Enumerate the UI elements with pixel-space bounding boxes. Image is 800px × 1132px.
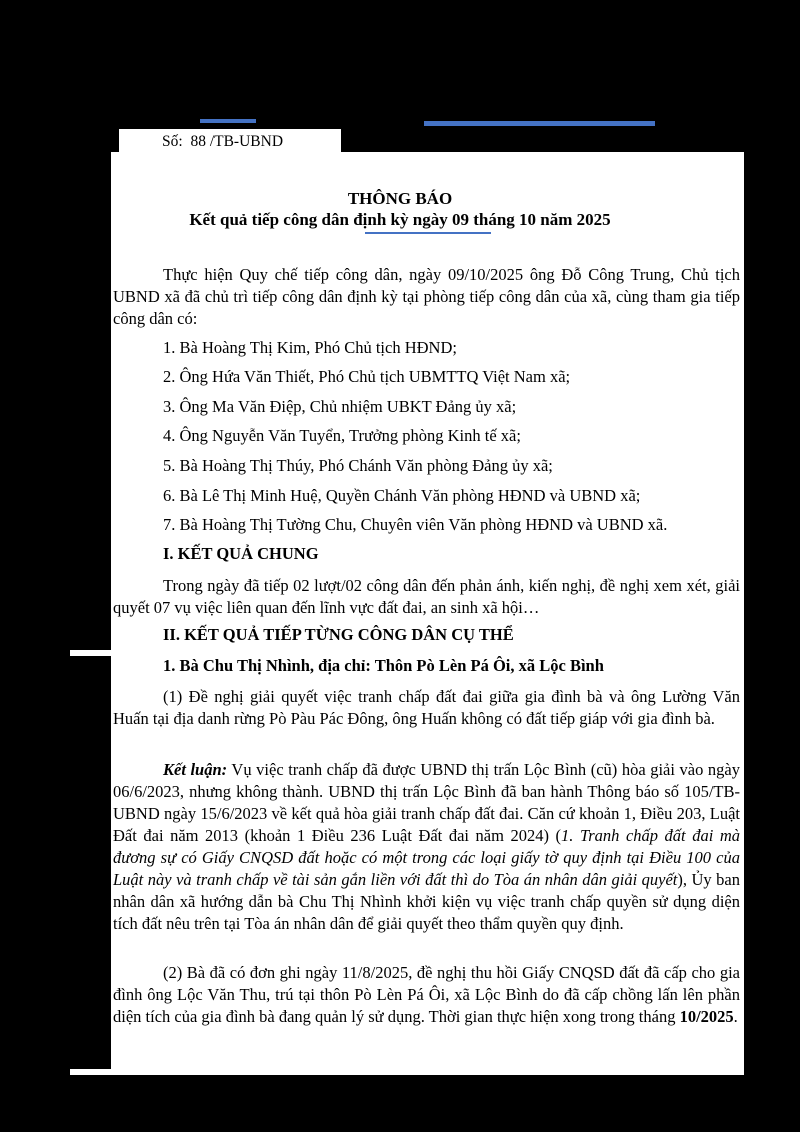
participant-item: 6. Bà Lê Thị Minh Huệ, Quyền Chánh Văn phòng HĐND và UBND xã;: [163, 486, 641, 505]
number-label: Số:: [162, 133, 183, 150]
citizen-1-item-1: [113, 686, 740, 730]
conclusion-part-a: Vụ việc tranh chấp đã được UBND thị trấn Lộc Bình (cũ) hòa giải vào ngày 06/6/2023, nhưng không thành. UBND thị trấn Lộc Bình đã ban hành Thông báo số 105/TB-UBND ngày 15/6/2023 về kết quả hòa giải tranh chấp đất đai. Căn cứ khoản 1, Điều 203, Luật Đất đai năm 2013 (khoản 1 Điều 236 Luật Đất đai năm 2024) (: [113, 760, 740, 845]
document-subtitle: Kết quả tiếp công dân định kỳ ngày 09 tháng 10 năm 2025: [189, 210, 611, 229]
subtitle-underline: [365, 232, 491, 234]
section-1-heading: I. KẾT QUẢ CHUNG: [163, 544, 319, 563]
black-margin-strip: [70, 656, 111, 1069]
item-1-text: (1) Đề nghị giải quyết việc tranh chấp đất đai giữa gia đình bà và ông Lường Văn Huấn tại địa danh rừng Pò Pàu Pác Đông, ông Huấn không có đất tiếp giáp với gia đình bà.: [113, 687, 740, 728]
participant-item: 7. Bà Hoàng Thị Tường Chu, Chuyên viên Văn phòng HĐND và UBND xã.: [163, 515, 668, 534]
participant-item: 5. Bà Hoàng Thị Thúy, Phó Chánh Văn phòng Đảng ủy xã;: [163, 456, 553, 475]
section-2-heading: II. KẾT QUẢ TIẾP TỪNG CÔNG DÂN CỤ THỂ: [163, 625, 514, 644]
conclusion-text: [113, 759, 740, 935]
intro-paragraph: [113, 264, 740, 330]
item-2-part-a: (2) Bà đã có đơn ghi ngày 11/8/2025, đề nghị thu hồi Giấy CNQSD đất đã cấp cho gia đình ông Lộc Văn Thu, trú tại thôn Pò Lèn Pá Ôi, xã Lộc Bình do đã cấp chồng lấn lên phần diện tích của gia đình bà đang quản lý sử dụng. Thời gian thực hiện xong trong tháng: [113, 963, 740, 1026]
citizen-1-heading: 1. Bà Chu Thị Nhình, địa chỉ: Thôn Pò Lèn Pá Ôi, xã Lộc Bình: [163, 656, 604, 675]
section-1-text: Trong ngày đã tiếp 02 lượt/02 công dân đến phản ánh, kiến nghị, đề nghị xem xét, giải quyết 07 vụ việc liên quan đến lĩnh vực đất đai, an sinh xã hội…: [113, 576, 740, 617]
document-number: [162, 131, 283, 153]
conclusion-part-b: ), Ủy ban nhân dân xã hướng dẫn bà Chu Thị Nhình khởi kiện vụ việc tranh chấp quyền sử dụng diện tích đất nêu trên tại Tòa án nhân dân để giải quyết theo thẩm quyền quy định.: [113, 870, 741, 933]
item-2-text: [113, 962, 740, 1028]
conclusion-paragraph: [113, 759, 740, 935]
header-left-rule: [200, 119, 256, 123]
item-2-end: .: [733, 1007, 738, 1026]
participant-item: 2. Ông Hứa Văn Thiết, Phó Chủ tịch UBMTTQ Việt Nam xã;: [163, 367, 571, 386]
document-title: THÔNG BÁO: [347, 189, 453, 208]
participant-item: 4. Ông Nguyễn Văn Tuyển, Trưởng phòng Kinh tế xã;: [163, 426, 521, 445]
conclusion-quote: 1. Tranh chấp đất đai mà đương sự có Giấy CNQSD đất hoặc có một trong các loại giấy tờ quy định tại Điều 100 của Luật này và tranh chấp về tài sản gắn liền với đất thì do Tòa án nhân dân giải quyết: [113, 826, 740, 889]
participant-item: 3. Ông Ma Văn Điệp, Chủ nhiệm UBKT Đảng ủy xã;: [163, 397, 517, 416]
header-right-rule: [424, 121, 655, 126]
conclusion-label: Kết luận:: [163, 760, 228, 779]
citizen-1-item-2: [113, 962, 740, 1028]
item-2-deadline: 10/2025: [679, 1007, 734, 1026]
number-value: 88 /TB-UBND: [190, 133, 284, 150]
participant-item: 1. Bà Hoàng Thị Kim, Phó Chủ tịch HĐND;: [163, 338, 457, 357]
section-1-paragraph: [113, 575, 740, 619]
intro-text: Thực hiện Quy chế tiếp công dân, ngày 09/10/2025 ông Đỗ Công Trung, Chủ tịch UBND xã đã chủ trì tiếp công dân định kỳ tại phòng tiếp công dân của xã, cùng tham gia tiếp công dân có:: [113, 265, 740, 328]
